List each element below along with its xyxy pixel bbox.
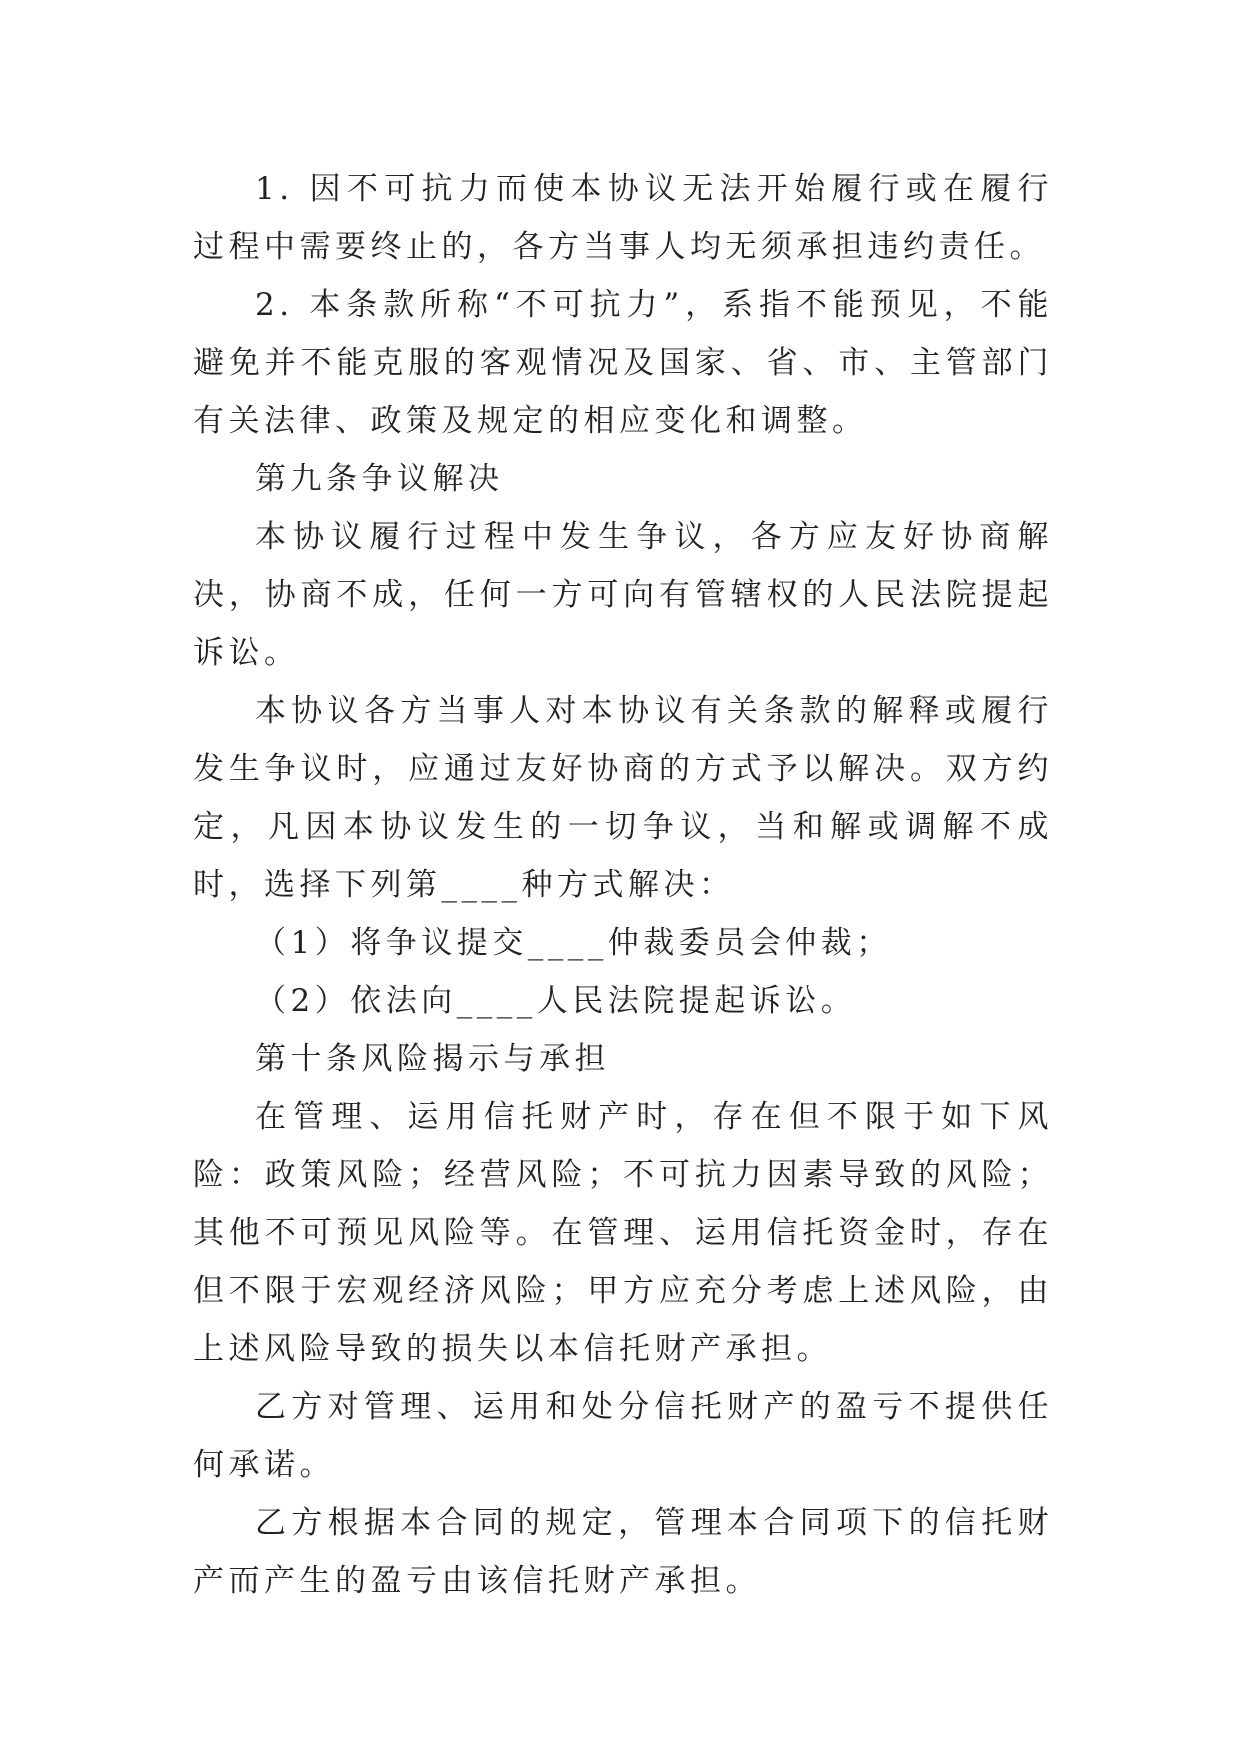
article-9-heading: 第九条争议解决 — [255, 461, 504, 497]
article-10-paragraph-1: 在管理、运用信托财产时，存在但不限于如下风险：政策风险；经营风险；不可抗力因素导致的风险；其他不可预见风险等。在管理、运用信托资金时，存在但不限于宏观经济风险；甲方应充分考虑上述风险，由上述风险导致的损失以本信托财产承担。 — [193, 1099, 1053, 1367]
article-10-paragraph-3: 乙方根据本合同的规定，管理本合同项下的信托财产而产生的盈亏由该信托财产承担。 — [193, 1505, 1053, 1599]
article-10-heading: 第十条风险揭示与承担 — [255, 1041, 610, 1077]
document-page — [193, 160, 1053, 1610]
article-10-paragraph-2: 乙方对管理、运用和处分信托财产的盈亏不提供任何承诺。 — [193, 1389, 1053, 1483]
article-9-paragraph-2: 本协议各方当事人对本协议有关条款的解释或履行发生争议时，应通过友好协商的方式予以解决。双方约定，凡因本协议发生的一切争议，当和解或调解不成时，选择下列第____种方式解决： — [193, 693, 1053, 903]
force-majeure-clause-2: 2. 本条款所称“不可抗力”，系指不能预见，不能避免并不能克服的客观情况及国家、省、市、主管部门有关法律、政策及规定的相应变化和调整。 — [193, 287, 1053, 439]
article-9-paragraph-1: 本协议履行过程中发生争议，各方应友好协商解决，协商不成，任何一方可向有管辖权的人民法院提起诉讼。 — [193, 519, 1053, 671]
force-majeure-clause-1: 1. 因不可抗力而使本协议无法开始履行或在履行过程中需要终止的，各方当事人均无须承担违约责任。 — [193, 171, 1053, 265]
article-9-option-2: （2）依法向____人民法院提起诉讼。 — [255, 983, 857, 1019]
article-9-option-1: （1）将争议提交____仲裁委员会仲裁； — [255, 925, 892, 961]
